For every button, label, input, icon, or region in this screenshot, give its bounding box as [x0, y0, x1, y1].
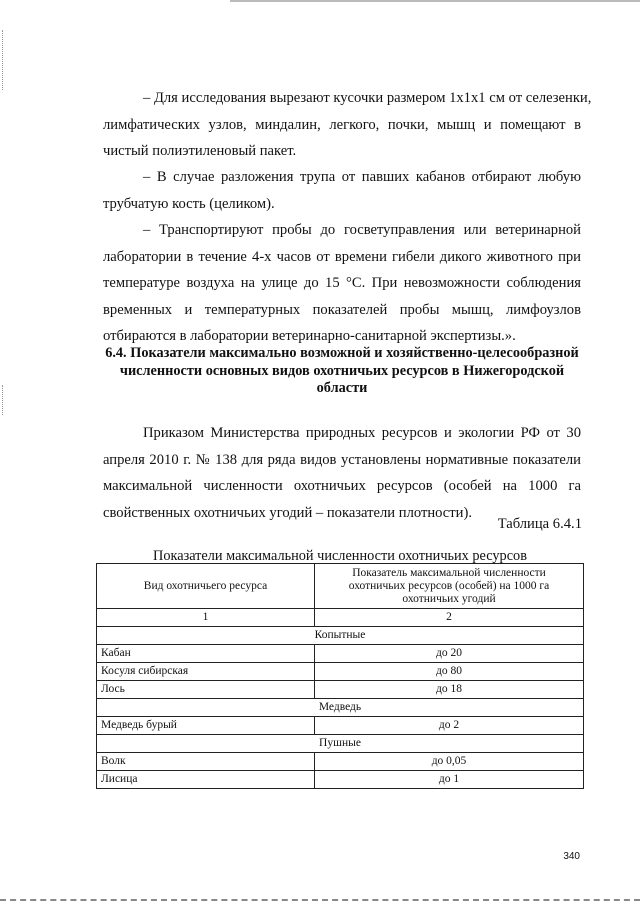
scan-edge-left — [2, 30, 4, 90]
paragraph-tissue-samples — [103, 85, 592, 165]
heading-line: 6.4. Показатели максимально возможной и хозяйственно-целесообразной — [105, 345, 579, 361]
group-row — [97, 699, 584, 717]
text-line: временных и температурных показателей пробы мышц, лимфоузлов — [103, 301, 581, 318]
text-line: – Транспортируют пробы до госветуправления или ветеринарной — [143, 222, 581, 238]
text-line: апреля 2010 г. № 138 для ряда видов установлены нормативные показатели — [103, 451, 581, 468]
scan-edge-bottom — [0, 899, 640, 904]
section-heading — [103, 345, 581, 398]
text-line: чистый полиэтиленовый пакет. — [103, 143, 297, 159]
table-row — [97, 681, 584, 699]
value-cell: до 18 — [315, 681, 584, 699]
table-label: Таблица 6.4.1 — [497, 516, 582, 532]
table-row — [97, 663, 584, 681]
text-line: максимальной численности охотничьих ресурсов (особей на 1000 га — [103, 478, 581, 494]
value-cell: до 0,05 — [315, 753, 584, 771]
text-line: лаборатории в течение 4-х часов от времени гибели дикого животного при — [103, 248, 581, 265]
table-row — [97, 645, 584, 663]
heading-line: области — [316, 380, 368, 396]
text-line: Приказом Министерства природных ресурсов и экологии РФ от 30 — [143, 425, 581, 441]
table-row — [97, 753, 584, 771]
value-cell: до 80 — [315, 663, 584, 681]
column-header-value — [315, 564, 584, 609]
page-number: 340 — [563, 851, 580, 862]
species-cell: Медведь бурый — [97, 717, 315, 735]
paragraph-transport — [103, 217, 581, 350]
text-line: трубчатую кость (целиком). — [103, 195, 275, 212]
group-label-bear: Медведь — [97, 699, 584, 717]
text-line: отбираются в лаборатории ветеринарно-санитарной экспертизы.». — [103, 328, 516, 344]
column-number: 2 — [315, 609, 584, 627]
group-label-ungulates: Копытные — [97, 627, 584, 645]
species-cell: Лось — [97, 681, 315, 699]
table-row — [97, 717, 584, 735]
species-cell: Кабан — [97, 645, 315, 663]
species-cell: Косуля сибирская — [97, 663, 315, 681]
header-line: Показатель максимальной численности — [352, 566, 546, 579]
heading-line: численности основных видов охотничьих ресурсов в Нижегородской — [119, 362, 565, 379]
group-row — [97, 735, 584, 753]
species-density-table — [96, 563, 584, 789]
scan-edge-left-lower — [2, 385, 4, 415]
value-cell: до 1 — [315, 771, 584, 789]
column-header-species: Вид охотничьего ресурса — [97, 564, 315, 609]
scan-edge-top — [230, 0, 640, 2]
text-line: – В случае разложения трупа от павших кабанов отбирают любую — [143, 169, 581, 185]
paragraph-intro — [103, 420, 581, 526]
header-line: охотничьих угодий — [402, 592, 496, 605]
species-cell: Лисица — [97, 771, 315, 789]
text-line: свойственных охотничьих угодий – показатели плотности). — [103, 504, 472, 521]
column-number-row — [97, 609, 584, 627]
header-line: охотничьих ресурсов (особей) на 1000 га — [348, 579, 550, 592]
species-cell: Волк — [97, 753, 315, 771]
value-cell: до 20 — [315, 645, 584, 663]
table-header-row — [97, 564, 584, 609]
group-label-furbearers: Пушные — [97, 735, 584, 753]
paragraph-decomposition — [103, 164, 581, 217]
text-line: температуре воздуха на улице до 15 °С. При невозможности соблюдения — [103, 275, 581, 291]
column-number: 1 — [97, 609, 315, 627]
text-line: – Для исследования вырезают кусочки размером 1х1х1 см от селезенки, — [143, 90, 592, 106]
text-line: лимфатических узлов, миндалин, легкого, почки, мышц и помещают в — [103, 116, 581, 133]
table-row — [97, 771, 584, 789]
group-row — [97, 627, 584, 645]
value-cell: до 2 — [315, 717, 584, 735]
table-title: Показатели максимальной численности охотничьих ресурсов — [153, 548, 527, 564]
